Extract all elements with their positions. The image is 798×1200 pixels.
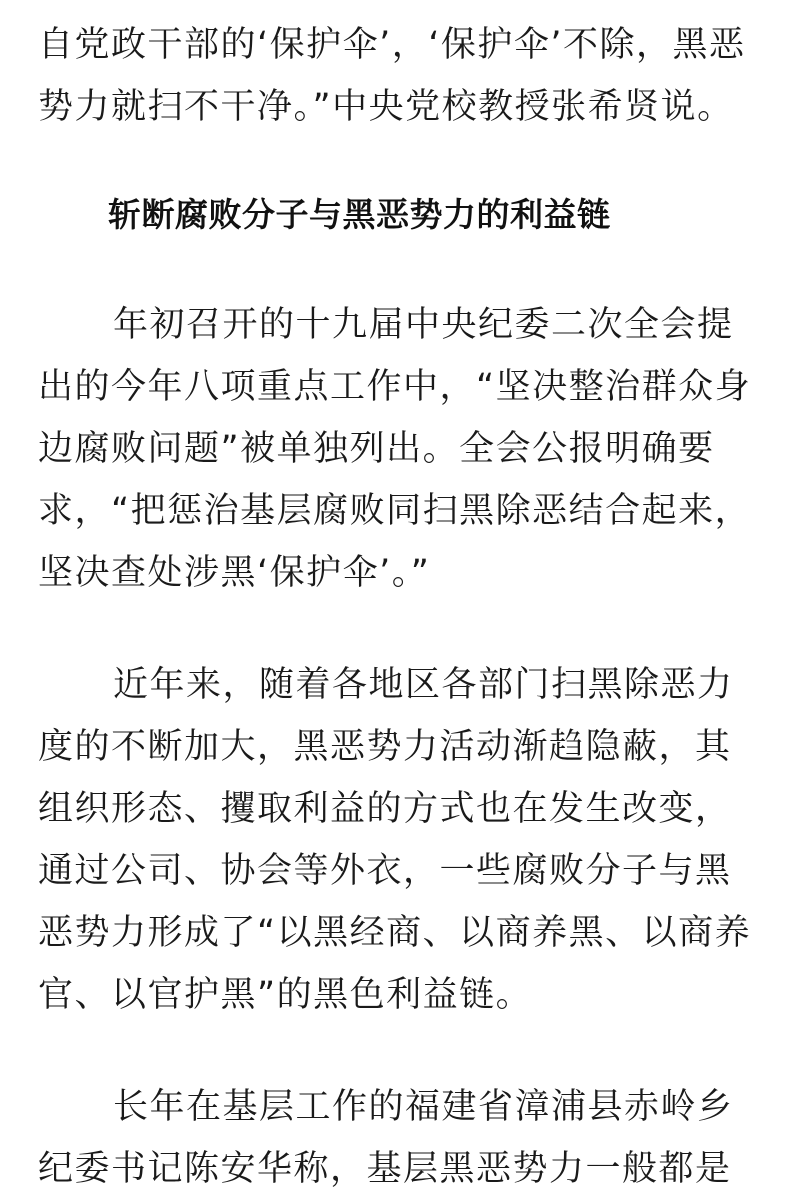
paragraph-line: 求，“把惩治基层腐败同扫黑除恶结合起来， (38, 491, 752, 531)
paragraph-line: 组织形态、攫取利益的方式也在发生改变， (38, 789, 732, 829)
section-heading: 斩断腐败分子与黑恶势力的利益链 (108, 195, 611, 234)
paragraph-line: 长年在基层工作的福建省漳浦县赤岭乡 (113, 1087, 734, 1127)
paragraph-line: 官、以官护黑”的黑色利益链。 (38, 975, 533, 1015)
paragraph-line: 年初召开的十九届中央纪委二次全会提 (113, 305, 734, 345)
paragraph-line: 纪委书记陈安华称，基层黑恶势力一般都是 (38, 1149, 732, 1189)
paragraph-line: 边腐败问题”被单独列出。全会公报明确要 (38, 429, 715, 469)
paragraph-line: 势力就扫不干净。”中央党校教授张希贤说。 (38, 87, 734, 127)
paragraph-line: 坚决查处涉黑‘保护伞’。” (38, 553, 431, 593)
paragraph-line: 近年来，随着各地区各部门扫黑除恶力 (113, 665, 734, 705)
paragraph-line: 通过公司、协会等外衣，一些腐败分子与黑 (38, 851, 732, 891)
paragraph-line: 出的今年八项重点工作中，“坚决整治群众身 (38, 367, 752, 407)
paragraph-line: 自党政干部的‘保护伞’，‘保护伞’不除，黑恶 (38, 25, 746, 65)
paragraph-line: 度的不断加大，黑恶势力活动渐趋隐蔽，其 (38, 727, 732, 767)
paragraph-line: 恶势力形成了“以黑经商、以商养黑、以商养 (38, 913, 752, 953)
